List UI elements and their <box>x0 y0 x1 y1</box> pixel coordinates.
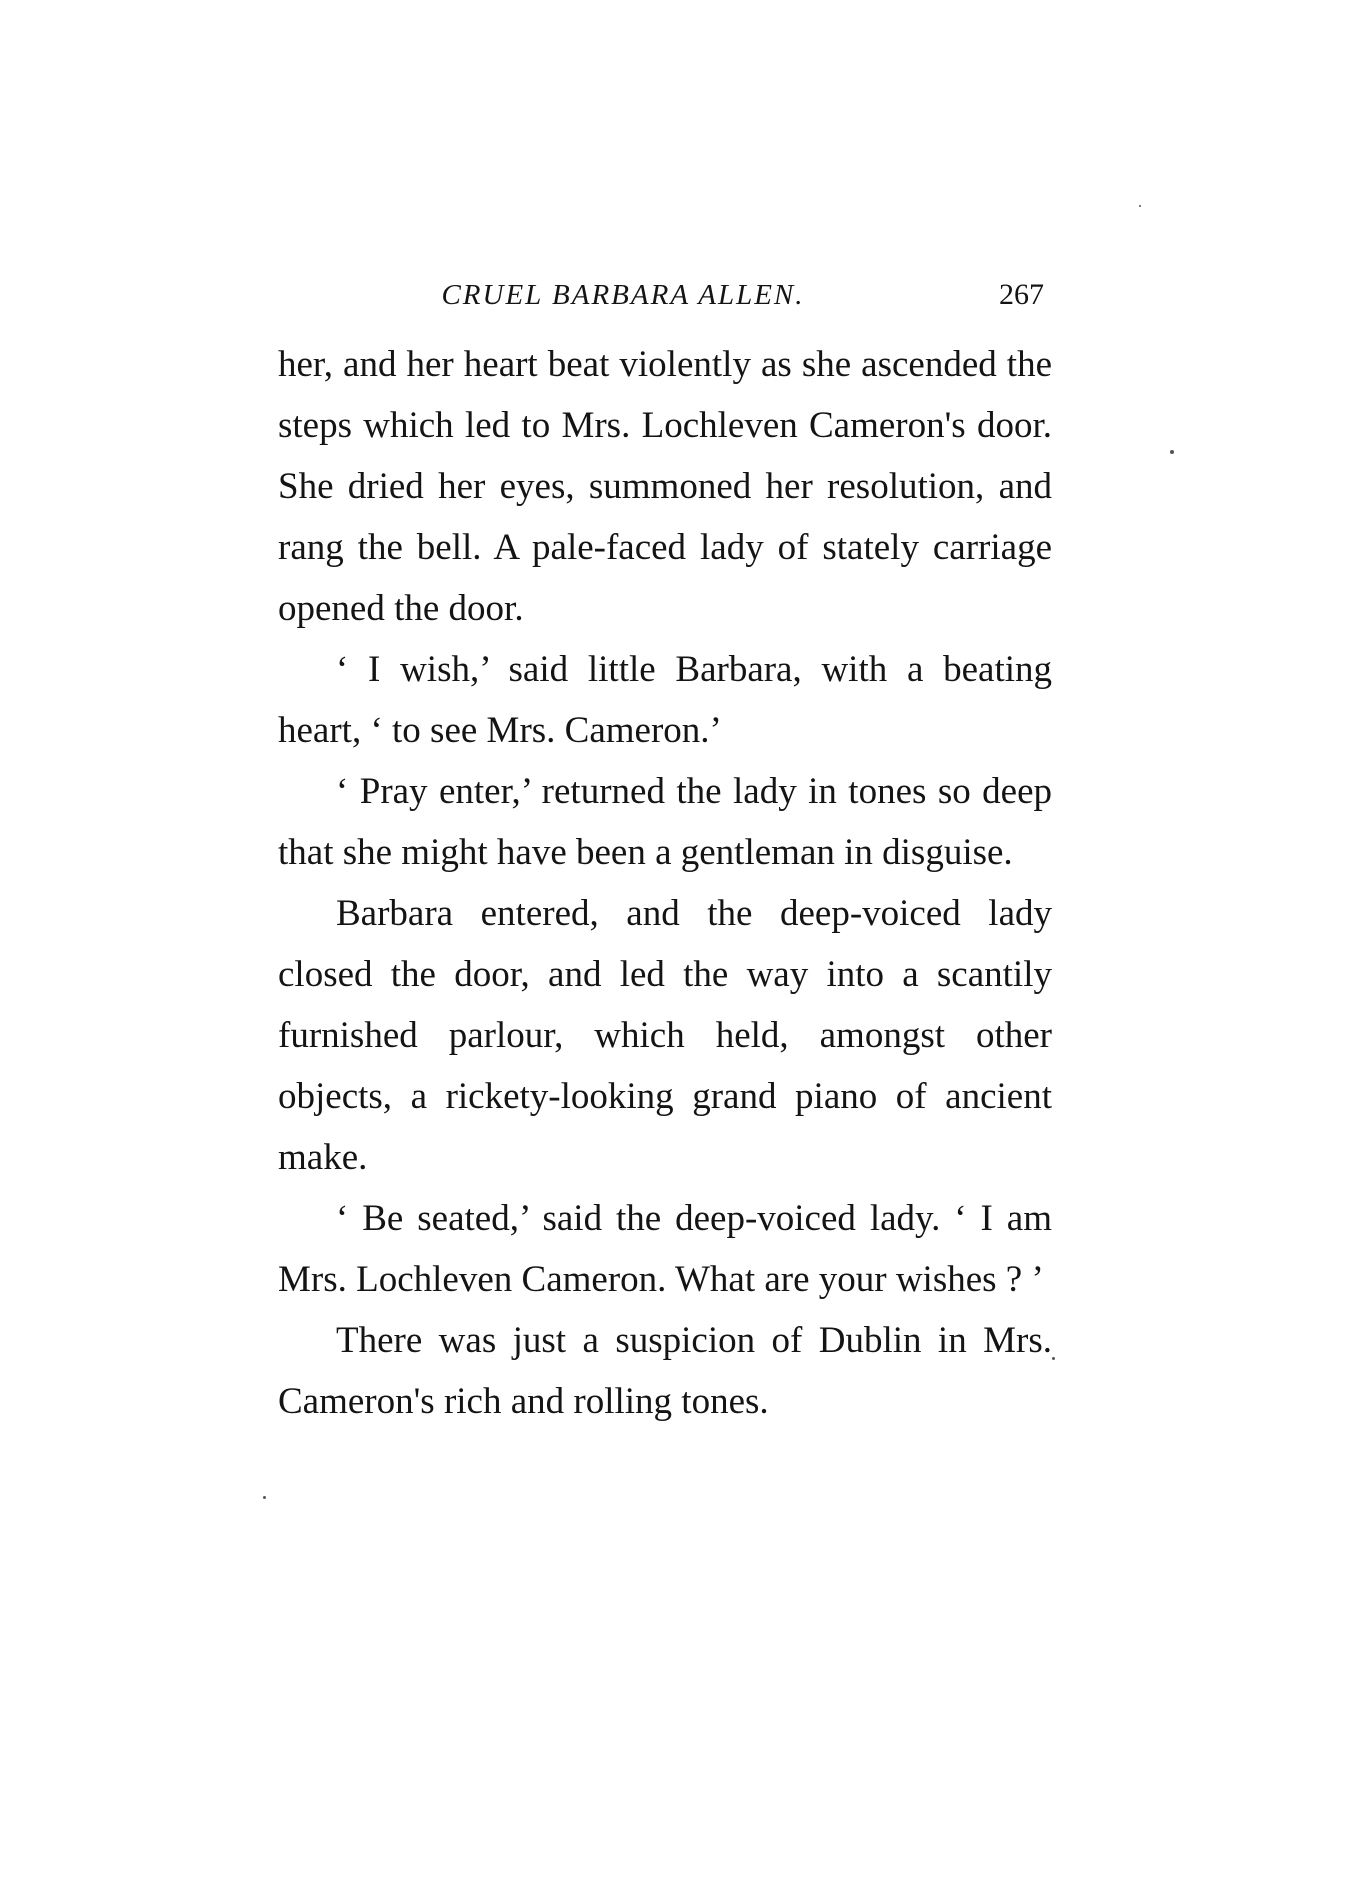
running-title: CRUEL BARBARA ALLEN. <box>441 279 805 311</box>
ink-speck <box>263 1496 266 1499</box>
page-number: 267 <box>999 278 1044 311</box>
ink-speck <box>1139 205 1141 207</box>
paragraph: Barbara entered, and the deep-voiced lady closed the door, and led the way into a scantily furnished parlour, which held, amongst other objects, a rickety-looking grand piano of ancient make. <box>278 893 1052 1178</box>
paragraph: ‘ Be seated,’ said the deep-voiced lady. ‘ I am Mrs. Lochleven Cameron. What are your wishes ? ’ <box>278 1198 1052 1300</box>
running-header <box>278 270 1048 320</box>
paragraph: ‘ Pray enter,’ returned the lady in tones so deep that she might have been a gentleman in disguise. <box>278 771 1052 873</box>
body-text <box>278 334 1052 1432</box>
ink-speck <box>1052 1357 1055 1360</box>
paragraph: her, and her heart beat violently as she ascended the steps which led to Mrs. Lochleven Cameron's door. She dried her eyes, summoned her resolution, and rang the bell. A pale-faced lady of stately carriage opened the door. <box>278 344 1052 629</box>
paragraph: There was just a suspicion of Dublin in Mrs. Cameron's rich and rolling tones. <box>278 1320 1052 1422</box>
paragraph: ‘ I wish,’ said little Barbara, with a beating heart, ‘ to see Mrs. Cameron.’ <box>278 649 1052 751</box>
ink-speck <box>1170 450 1174 454</box>
